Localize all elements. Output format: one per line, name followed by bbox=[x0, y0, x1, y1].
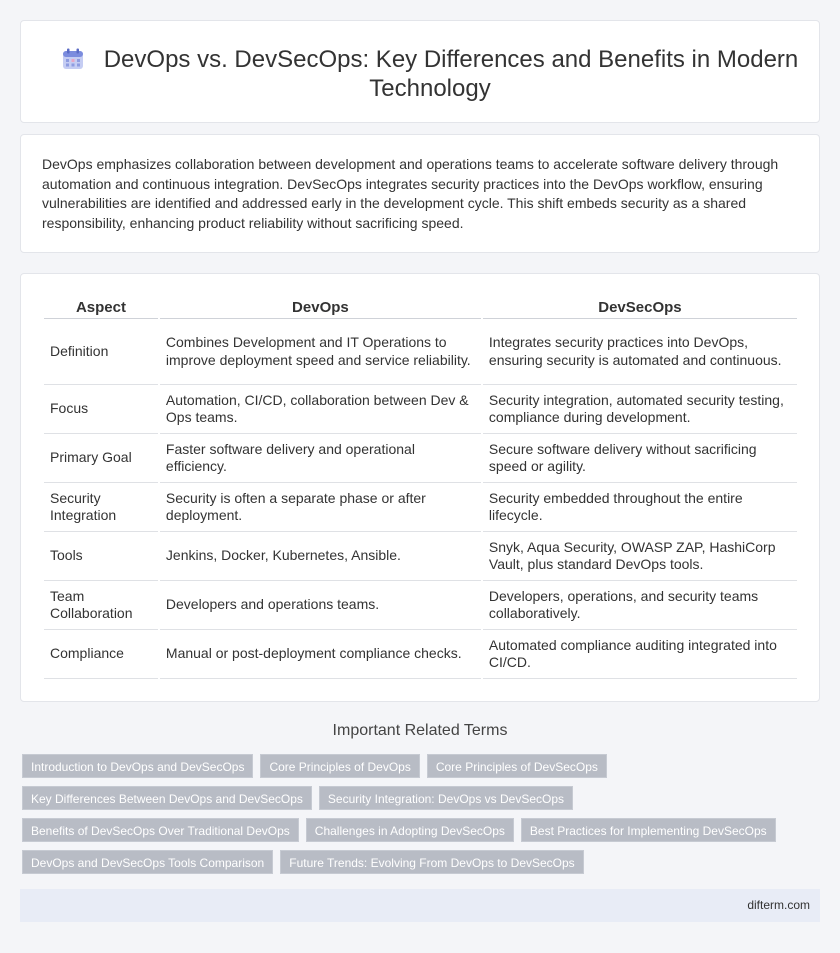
devsecops-cell: Integrates security practices into DevOps, ensuring security is automated and continuous. bbox=[483, 319, 797, 385]
page-title: DevOps vs. DevSecOps: Key Differences and Benefits in Modern Technology bbox=[103, 46, 799, 102]
tag-row bbox=[22, 786, 802, 810]
devops-cell: Security is often a separate phase or after deployment. bbox=[160, 483, 481, 532]
related-term-link[interactable]: Future Trends: Evolving From DevOps to DevSecOps bbox=[280, 850, 583, 874]
table-header-row bbox=[44, 296, 797, 319]
header-devops: DevOps bbox=[160, 296, 481, 319]
devsecops-cell: Security embedded throughout the entire lifecycle. bbox=[483, 483, 797, 532]
related-terms-heading: Important Related Terms bbox=[332, 722, 508, 739]
table-row bbox=[44, 581, 797, 630]
aspect-cell: Definition bbox=[44, 319, 158, 385]
related-term-link[interactable]: Key Differences Between DevOps and DevSecOps bbox=[22, 786, 312, 810]
table-row bbox=[44, 385, 797, 434]
comparison-table-card bbox=[20, 273, 820, 702]
aspect-cell: Security Integration bbox=[44, 483, 158, 532]
tag-row bbox=[22, 754, 802, 778]
related-term-link[interactable]: DevOps and DevSecOps Tools Comparison bbox=[22, 850, 273, 874]
devops-cell: Manual or post-deployment compliance checks. bbox=[160, 630, 481, 679]
tag-row bbox=[22, 850, 802, 874]
devops-cell: Faster software delivery and operational efficiency. bbox=[160, 434, 481, 483]
related-term-link[interactable]: Core Principles of DevOps bbox=[260, 754, 419, 778]
related-term-link[interactable]: Best Practices for Implementing DevSecOps bbox=[521, 818, 776, 842]
aspect-cell: Compliance bbox=[44, 630, 158, 679]
devsecops-cell: Developers, operations, and security teams collaboratively. bbox=[483, 581, 797, 630]
table-row bbox=[44, 630, 797, 679]
devops-cell: Combines Development and IT Operations to improve deployment speed and service reliability. bbox=[160, 319, 481, 385]
comparison-table bbox=[42, 296, 799, 679]
table-row bbox=[44, 532, 797, 581]
title-card bbox=[20, 20, 820, 123]
related-term-link[interactable]: Introduction to DevOps and DevSecOps bbox=[22, 754, 253, 778]
table-row bbox=[44, 319, 797, 385]
devsecops-cell: Secure software delivery without sacrificing speed or agility. bbox=[483, 434, 797, 483]
header-aspect: Aspect bbox=[44, 296, 158, 319]
page-title-wrap bbox=[61, 45, 799, 103]
devops-cell: Jenkins, Docker, Kubernetes, Ansible. bbox=[160, 532, 481, 581]
intro-paragraph: DevOps emphasizes collaboration between development and operations teams to accelerate software delivery through automation and continuous integration. DevSecOps integrates security practices into the DevOps workflow, ensuring vulnerabilities are identified and addressed early in the development cycle. This shift embeds security as a shared responsibility, enhancing product reliability without sacrificing speed. bbox=[42, 156, 779, 231]
related-term-link[interactable]: Core Principles of DevSecOps bbox=[427, 754, 607, 778]
aspect-cell: Tools bbox=[44, 532, 158, 581]
devsecops-cell: Security integration, automated security testing, compliance during development. bbox=[483, 385, 797, 434]
aspect-cell: Primary Goal bbox=[44, 434, 158, 483]
devops-cell: Automation, CI/CD, collaboration between Dev & Ops teams. bbox=[160, 385, 481, 434]
table-row bbox=[44, 434, 797, 483]
tag-row bbox=[22, 818, 802, 842]
table-row bbox=[44, 483, 797, 532]
footer-site[interactable]: difterm.com bbox=[747, 898, 810, 912]
devops-cell: Developers and operations teams. bbox=[160, 581, 481, 630]
header-devsecops: DevSecOps bbox=[483, 296, 797, 319]
related-term-link[interactable]: Challenges in Adopting DevSecOps bbox=[306, 818, 514, 842]
aspect-cell: Focus bbox=[44, 385, 158, 434]
calendar-icon bbox=[62, 48, 84, 70]
related-term-link[interactable]: Benefits of DevSecOps Over Traditional DevOps bbox=[22, 818, 299, 842]
related-term-link[interactable]: Security Integration: DevOps vs DevSecOps bbox=[319, 786, 573, 810]
aspect-cell: Team Collaboration bbox=[44, 581, 158, 630]
footer bbox=[20, 889, 820, 922]
intro-card bbox=[20, 134, 820, 253]
devsecops-cell: Snyk, Aqua Security, OWASP ZAP, HashiCorp Vault, plus standard DevOps tools. bbox=[483, 532, 797, 581]
related-terms-list bbox=[22, 754, 802, 882]
devsecops-cell: Automated compliance auditing integrated into CI/CD. bbox=[483, 630, 797, 679]
